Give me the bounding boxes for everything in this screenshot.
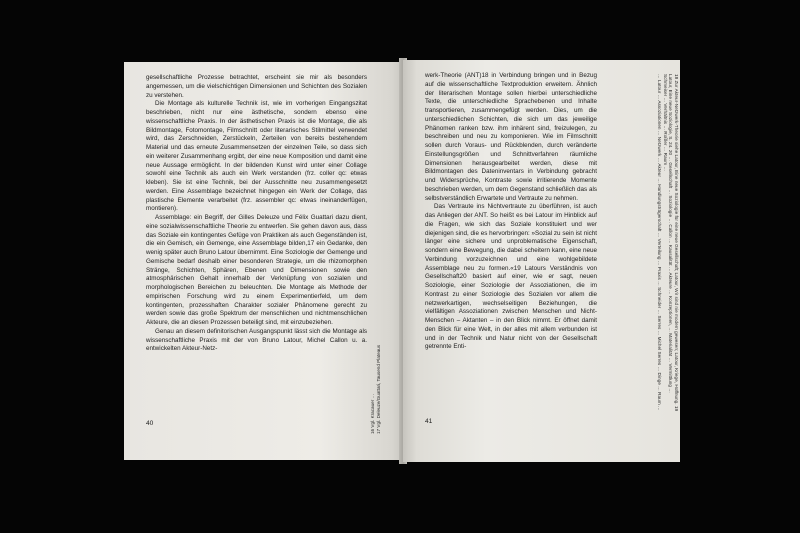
left-footnote-16: 16 Vgl. Kracauer …: [370, 393, 375, 434]
left-page-body: [146, 74, 367, 354]
right-paragraph-2: Das Vertraute ins Nichtvertraute zu überführen, ist auch das Anliegen der ANT. So heißt es bei Latour im Hinblick auf die Fragen, wie sich das Soziale konstituiert und wer diejenigen sind, die es hervorbringen: »Sozial zu sein ist nicht länger eine sichere und unproblematische Eigenschaft, sondern eine Bewegung, die dabei scheitern kann, eine neue Verbindung vorzuzeichnen und eine wohlgebildete Assemblage neu zu formen.«19 Latours Verständnis von Gesellschaft20 basiert auf einer, wie er sagt, neuen Soziologie, einer Soziologie der Assoziationen, die im Kontrast zu einer Soziologie des Sozialen vor allem die netzwerkartigen, wechselseitigen Beziehungen, die vielfältigen Assoziationen zwischen Menschen und Nicht-Menschen – Aktanten – in den Blick nimmt. Er öffnet damit den Blick für eine Welt, in der alles mit allem verbunden ist und in der Technik und Natur nicht von der Gesellschaft getrennte Enti-: [425, 203, 597, 351]
left-paragraph-1: gesellschaftliche Prozesse betrachtet, erscheint sie mir als besonders angemessen, um die vielschichtigen Dimensionen und Schichten des Sozialen zu verstehen.: [146, 74, 367, 99]
right-margin-footnote-1: 18 Zur Akteur-Netzwerk-Theorie siehe Latour, Eine neue Soziologie für eine neue Gesellschaft; Latour, Wir sind nie modern gewesen; Latour, Kriege, Hoffnung. 19 Latour, Eine neue Soziologie, S. 24. 20 … Gesellschaft … Soziologie … Callon … Kausalität … Akteure … Konzeptionen, … Materialität … Vermittlung … Schmeiser … Verhältnis … Roßler … Raum …: [662, 74, 679, 412]
left-paragraph-2: Die Montage als kulturelle Technik ist, wie im vorherigen Eingangszitat beschrieben, nicht nur eine ästhetische, sondern ebenso eine wissenschaftliche Praxis. In der ästhetischen Praxis ist die Montage, die als Bildmontage, Fotomontage, Filmschnitt oder literarisches Stilmittel verwendet wird, das Zerschneiden, Zerstückeln, Zerteilen von bereits bestehendem Material und das erneute Zusammensetzen der einzelnen Teile, so dass sich ein weiterer Zusammenhang ergibt, der eine neue Komposition und damit eine neue Aussage ermöglicht. In der bildenden Kunst wird unter einer Collage sowohl eine Technik als auch ein Werk verstanden (frz. coller qc: etwas kleben). Sie ist eine Technik, bei der Ausschnitte neu zusammengesetzt werden. Eine Assemblage bezeichnet hingegen ein Werk der Collage, das plastische Elemente verarbeitet (frz. assembler qc: etwas ineinanderfügen, montieren).: [146, 100, 367, 213]
left-page: [124, 62, 403, 460]
left-footnotes: [370, 345, 381, 434]
left-paragraph-4: Genau an diesem definitorischen Ausgangspunkt lässt sich die Montage als wissenschaftliche Praxis mit der von Bruno Latour, Michel Callon u. a. entwickelten Akteur-Netz-: [146, 327, 367, 353]
right-page-body: [425, 72, 597, 352]
right-page: [403, 60, 680, 462]
left-footnote-17: 17 Vgl. Deleuze/Guattari, Tausend Plateaus: [375, 344, 381, 434]
left-page-number: 40: [146, 420, 154, 427]
right-paragraph-1: werk-Theorie (ANT)18 in Verbindung bringen und in Bezug auf die wissenschaftliche Textproduktion erweitern. Ähnlich der literarischen Montage sollen hierbei unterschiedliche Texte, die unterschiedliche Sprachebenen und Inhalte transportieren, zusammengefügt werden. Dies, um die unterschiedlichen Schichten, die sich um das jeweilige Phänomen ranken bzw. ihm inhärent sind, freizulegen, zu beschreiben und neu zu komponieren. Wie im Filmschnitt sollen durch Voraus- und Rückblenden, durch veränderte Einstellungsgrößen und Schnittverfahren räumliche Dimensionen herausgearbeitet werden, diese mit Bildmontagen des Dateninventars in Verbindung gebracht und Widersprüche, Kontraste sowie irritierende Momente beschrieben werden, um dem Gegenstand schließlich das als selbstverständlich Erwartete und Vertraute zu nehmen.: [425, 72, 597, 202]
right-margin-footnote-2: … Latour … Assoziationen … Netzwerk … Akteur … Handlungsträgerschaft … Verteilung … Praxis … Schneider … Serres … Michel Serres … Dinge … Raum …: [657, 74, 663, 411]
left-paragraph-3: Assemblage: ein Begriff, der Gilles Deleuze und Félix Guattari dazu dient, eine sozialwissenschaftliche Theorie zu entwerfen. Sie gehen davon aus, dass das Soziale ein kontingentes Gefüge von Praktiken als auch Gegenständen ist, die ein Gemisch, ein Gemenge, eine Assemblage bilden,17 ein Gedanke, den wenig später auch Bruno Latour übernimmt. Eine Soziologie der Gemenge und Gemische bedarf deshalb einer besonderen Strategie, um die rhizomorphen Stränge, Schichten, Sphären, Ebenen und Dimensionen sowie den atmosphärischen Gehalt innerhalb der Verknüpfung von sozialen und morphologischen Bereichen zu beleuchten. Die Montage als Methode der empirischen Forschung wird zu einem Experimentierfeld, um dem kontingenten, prozesshaften Charakter sozialer Phänomene gerecht zu werden sowie das große Spektrum der menschlichen und nichtmenschlichen Akteure, die an diesen Prozessen beteiligt sind, mit einzubeziehen.: [146, 214, 367, 326]
right-page-number: 41: [425, 418, 433, 425]
right-margin-footnotes: [656, 74, 679, 414]
